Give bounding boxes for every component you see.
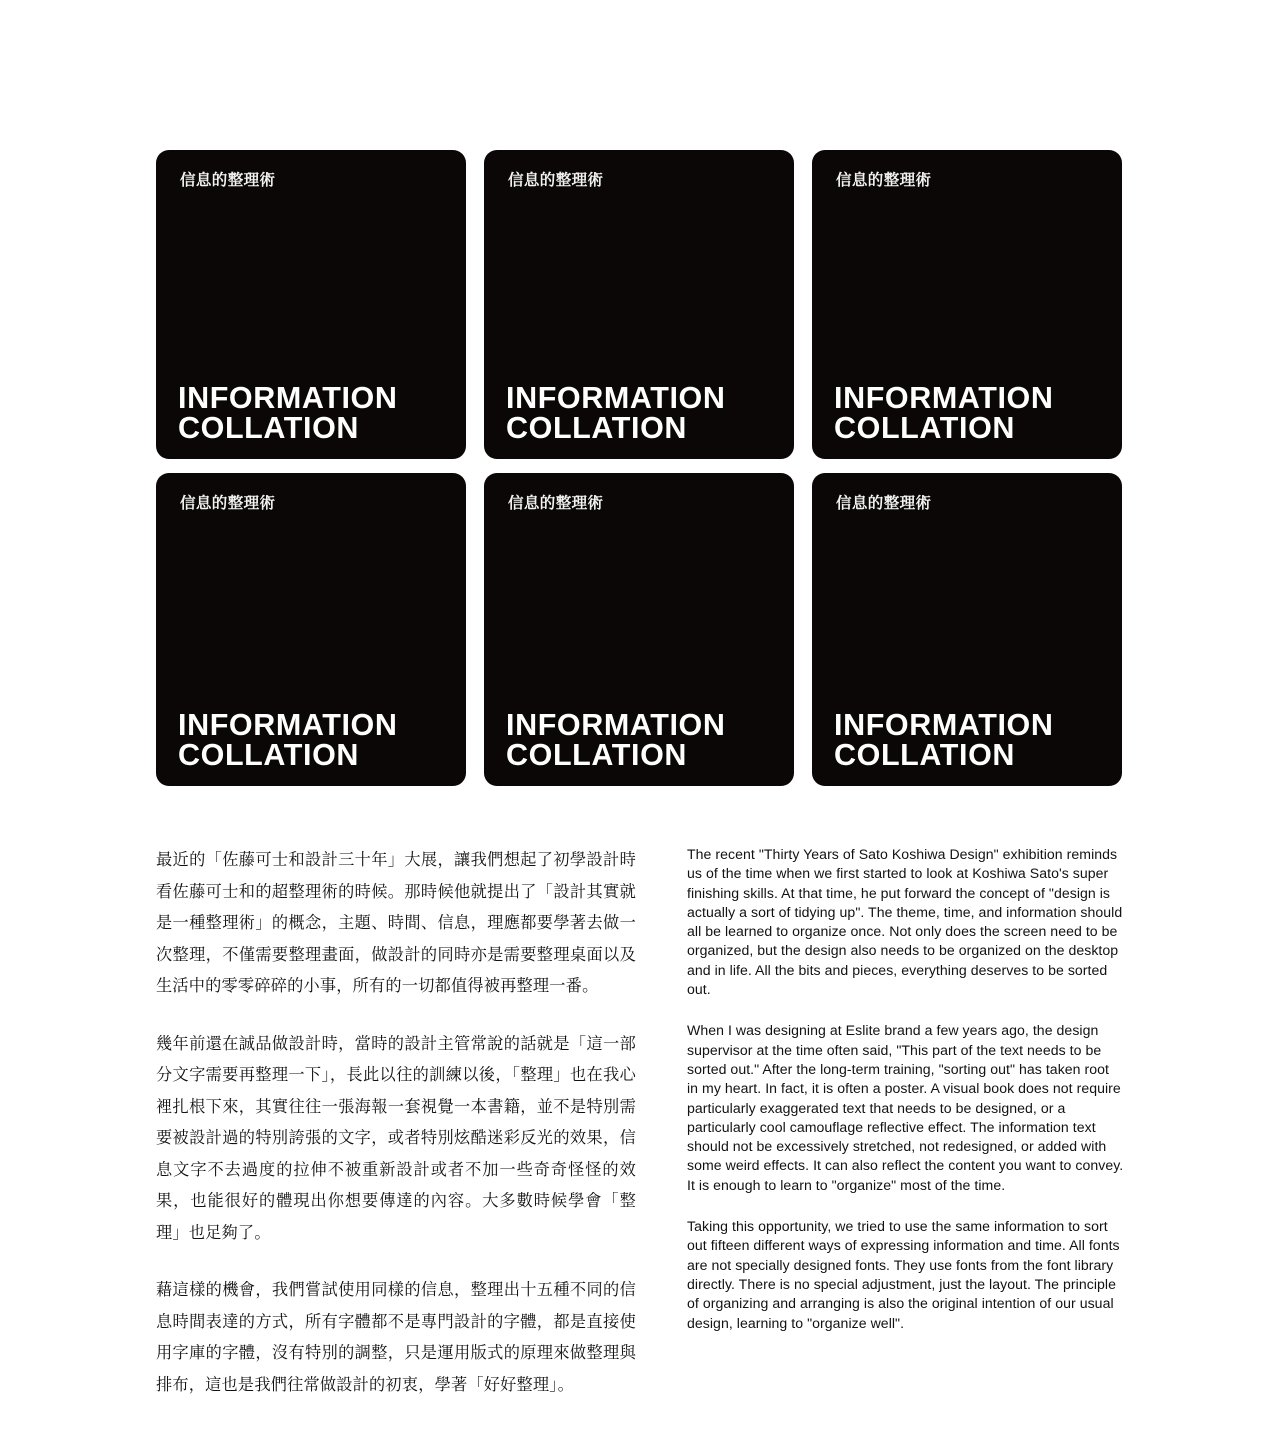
card-title-line-2: COLLATION — [178, 410, 360, 445]
card-title-line-1: INFORMATION — [178, 708, 398, 743]
poster-card-2[interactable] — [484, 150, 794, 459]
poster-card-6[interactable] — [812, 473, 1122, 786]
card-title — [834, 708, 1108, 772]
poster-card-3[interactable] — [812, 150, 1122, 459]
poster-card-5[interactable] — [484, 473, 794, 786]
card-title — [178, 708, 452, 772]
card-title-line-2: COLLATION — [506, 737, 688, 772]
card-title-line-1: INFORMATION — [834, 708, 1054, 743]
english-paragraph: When I was designing at Eslite brand a few years ago, the design supervisor at the time often said, "This part of the text needs to be sorted out." After the long-term training, "sorting out" has taken root in my heart. In fact, it is often a poster. A visual book does not require particularly exaggerated text that needs to be designed, or a particularly cool camouflage reflective effect. The information text should not be excessively stretched, not redesigned, or added with some weird effects. It can also reflect the content you want to convey. It is enough to learn to "organize" most of the time. — [687, 1022, 1124, 1193]
card-title-line-2: COLLATION — [834, 737, 1016, 772]
card-kicker-label: 信息的整理術 — [180, 172, 276, 189]
card-title — [506, 708, 780, 772]
card-title-line-1: INFORMATION — [834, 381, 1054, 416]
card-title-line-1: INFORMATION — [506, 708, 726, 743]
card-title — [834, 381, 1108, 445]
card-kicker-label: 信息的整理術 — [180, 495, 276, 512]
card-title-line-2: COLLATION — [506, 410, 688, 445]
card-kicker-label: 信息的整理術 — [836, 495, 932, 512]
card-title-line-2: COLLATION — [178, 737, 360, 772]
card-title-line-1: INFORMATION — [506, 381, 726, 416]
english-paragraph: The recent "Thirty Years of Sato Koshiwa Design" exhibition reminds us of the time when we first started to look at Koshiwa Sato's super finishing skills. At that time, he put forward the concept of "design is actually a sort of tidying up". The theme, time, and information should all be learned to organize once. Not only does the screen need to be organized, but the design also needs to be organized on the desktop and in life. All the bits and pieces, everything deserves to be sorted out. — [687, 846, 1123, 998]
card-title-line-2: COLLATION — [834, 410, 1016, 445]
poster-card-grid — [156, 150, 1122, 786]
chinese-paragraph: 最近的「佐藤可士和設計三十年」大展，讓我們想起了初學設計時看佐藤可士和的超整理術的時候。那時候他就提出了「設計其實就是一種整理術」的概念，主題、時間、信息，理應都要學著去做一次整理，不僅需要整理畫面，做設計的同時亦是需要整理桌面以及生活中的零零碎碎的小事，所有的一切都值得被再整理一番。 — [156, 851, 636, 995]
card-kicker-label: 信息的整理術 — [508, 172, 604, 189]
chinese-paragraph: 幾年前還在誠品做設計時，當時的設計主管常說的話就是「這一部分文字需要再整理一下」，長此以往的訓練以後，「整理」也在我心裡扎根下來，其實往往一張海報一套視覺一本書籍，並不是特別需要被設計過的特別誇張的文字，或者特別炫酷迷彩反光的效果，信息文字不去過度的拉伸不被重新設計或者不加一些奇奇怪怪的效果，也能很好的體現出你想要傳達的內容。大多數時候學會「整理」也足夠了。 — [156, 1034, 636, 1242]
chinese-paragraph: 藉這樣的機會，我們嘗試使用同樣的信息，整理出十五種不同的信息時間表達的方式，所有字體都不是專門設計的字體，都是直接使用字庫的字體，沒有特別的調整，只是運用版式的原理來做整理與排布，這也是我們往常做設計的初衷，學著「好好整理」。 — [156, 1281, 636, 1394]
poster-card-1[interactable] — [156, 150, 466, 459]
chinese-text-column — [156, 845, 636, 1401]
card-title-line-1: INFORMATION — [178, 381, 398, 416]
article-columns — [156, 845, 1124, 1401]
english-paragraph: Taking this opportunity, we tried to use the same information to sort out fifteen different ways of expressing information and time. All fonts are not specially designed fonts. They use fonts from the font library directly. There is no special adjustment, just the layout. The principle of organizing and arranging is also the original intention of our usual design, learning to "organize well". — [687, 1218, 1120, 1331]
card-title — [506, 381, 780, 445]
card-title — [178, 381, 452, 445]
card-kicker-label: 信息的整理術 — [836, 172, 932, 189]
card-kicker-label: 信息的整理術 — [508, 495, 604, 512]
poster-card-4[interactable] — [156, 473, 466, 786]
english-text-column — [687, 845, 1124, 1401]
